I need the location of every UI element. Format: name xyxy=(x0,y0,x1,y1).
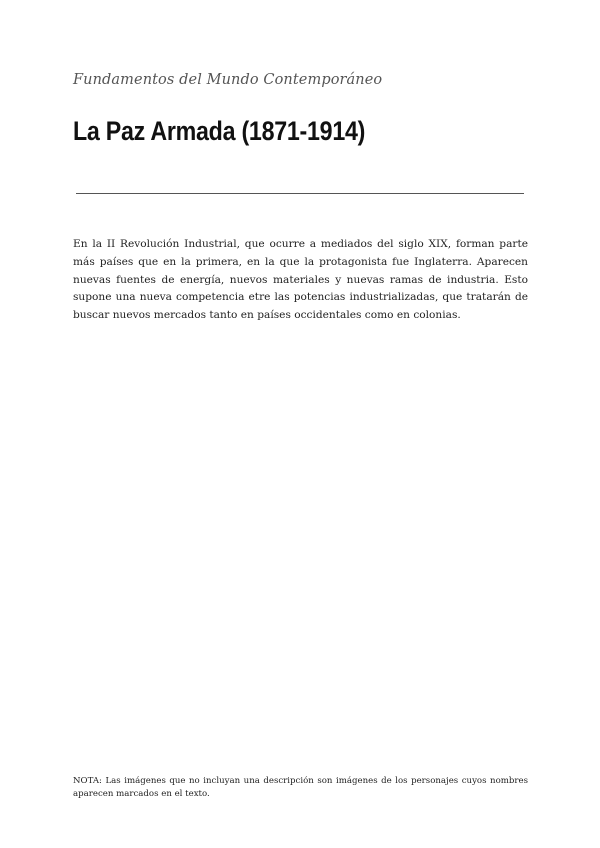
body-paragraph: En la II Revolución Industrial, que ocurre a mediados del siglo XIX, forman parte más países que en la primera, en la que la protagonista fue Inglaterra. Aparecen nuevas fuentes de energía, nuevos materiales y nuevas ramas de industria. Esto supone una nueva competencia etre las potencias industrializadas, que tratarán de buscar nuevos mercados tanto en países occidentales como en colonias. xyxy=(73,238,528,322)
page-title: La Paz Armada (1871-1914) xyxy=(73,116,366,146)
footer-note: NOTA: Las imágenes que no incluyan una descripción son imágenes de los personajes cuyos nombres aparecen marcados en el texto. xyxy=(73,776,528,799)
title-divider xyxy=(76,193,524,194)
course-subject: Fundamentos del Mundo Contemporáneo xyxy=(73,72,383,88)
